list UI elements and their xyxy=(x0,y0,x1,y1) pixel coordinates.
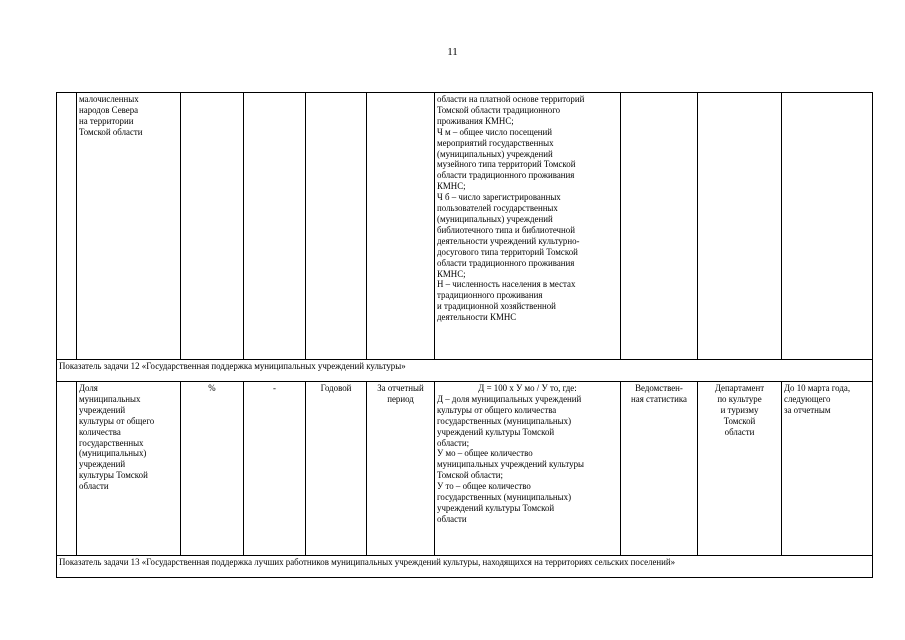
formula-line: Ч м – общее число посещений xyxy=(437,126,553,137)
formula-line: пользователей государственных xyxy=(437,203,558,214)
formula-line: муниципальных учреждений культуры xyxy=(437,459,584,470)
formula-cell xyxy=(435,93,621,360)
row-number-cell xyxy=(57,93,77,360)
formula-line: Томской области традиционного xyxy=(437,104,561,115)
formula-line: деятельности КМНС xyxy=(437,312,517,323)
responsible-cell xyxy=(698,93,782,360)
formula-line: области; xyxy=(437,437,470,448)
formula-head: Д = 100 х У мо / У то, где: xyxy=(478,383,577,393)
formula-line: государственных (муниципальных) xyxy=(437,415,572,426)
formula-line: области традиционного проживания xyxy=(437,170,575,181)
formula-line: мероприятий государственных xyxy=(437,137,554,148)
formula-line: КМНС; xyxy=(437,268,466,279)
section-header-row xyxy=(57,360,873,382)
page-number: 11 xyxy=(447,46,458,58)
source-cell: Ведомствен- ная статистика xyxy=(621,382,698,556)
periodicity-cell xyxy=(306,93,367,360)
deadline-cell xyxy=(782,93,873,360)
formula-line: и традиционной хозяйственной xyxy=(437,301,556,312)
formula-line: области традиционного проживания xyxy=(437,257,575,268)
unit-cell: % xyxy=(181,382,244,556)
formula-line: учреждений культуры Томской xyxy=(437,426,555,437)
dash-cell xyxy=(244,93,306,360)
formula-line: библиотечного типа и библиотечной xyxy=(437,224,575,235)
formula-line: У мо – общее количество xyxy=(437,448,533,459)
periodicity-cell: Годовой xyxy=(306,382,367,556)
unit-cell xyxy=(181,93,244,360)
formula-line: учреждений культуры Томской xyxy=(437,502,555,513)
deadline-cell: До 10 марта года, следующего за отчетным xyxy=(782,382,873,556)
formula-line: деятельности учреждений культурно- xyxy=(437,235,580,246)
formula-line: традиционного проживания xyxy=(437,290,543,301)
indicator-table xyxy=(56,92,873,578)
formula-line: проживания КМНС; xyxy=(437,115,514,126)
formula-line: досугового типа территорий Томской xyxy=(437,246,578,257)
source-cell xyxy=(621,93,698,360)
formula-line: государственных (муниципальных) xyxy=(437,492,572,503)
period-cell: За отчетный период xyxy=(367,382,435,556)
formula-cell xyxy=(435,382,621,556)
formula-line: (муниципальных) учреждений xyxy=(437,148,553,159)
section-header-row xyxy=(57,556,873,578)
formula-line: музейного типа территорий Томской xyxy=(437,159,576,170)
row-number-cell xyxy=(57,382,77,556)
formula-line: (муниципальных) учреждений xyxy=(437,213,553,224)
dash-cell: - xyxy=(244,382,306,556)
formula-line: Д – доля муниципальных учреждений xyxy=(437,393,582,404)
section-title-13: Показатель задачи 13 «Государственная поддержка лучших работников муниципальных учреждений культуры, находящихся на территориях сельских поселений» xyxy=(57,556,873,578)
formula-line: области на платной основе территорий xyxy=(437,94,585,104)
formula-line: Н – численность населения в местах xyxy=(437,279,576,290)
table-row xyxy=(57,382,873,556)
formula-line: культуры от общего количества xyxy=(437,404,557,415)
formula-line: Томской области; xyxy=(437,470,503,481)
indicator-name-cell: Доля муниципальных учреждений культуры от общего количества государственных (муниципальных) учреждений культуры Томской области xyxy=(77,382,181,556)
period-cell xyxy=(367,93,435,360)
formula-line: области xyxy=(437,513,467,524)
section-title-12: Показатель задачи 12 «Государственная поддержка муниципальных учреждений культуры» xyxy=(57,360,873,382)
formula-line: Ч б – число зарегистрированных xyxy=(437,192,561,203)
responsible-cell: Департамент по культуре и туризму Томской области xyxy=(698,382,782,556)
table-row xyxy=(57,93,873,360)
formula-line: КМНС; xyxy=(437,181,466,192)
formula-line: У то – общее количество xyxy=(437,481,531,492)
indicator-name-cell: малочисленных народов Севера на территории Томской области xyxy=(77,93,181,360)
